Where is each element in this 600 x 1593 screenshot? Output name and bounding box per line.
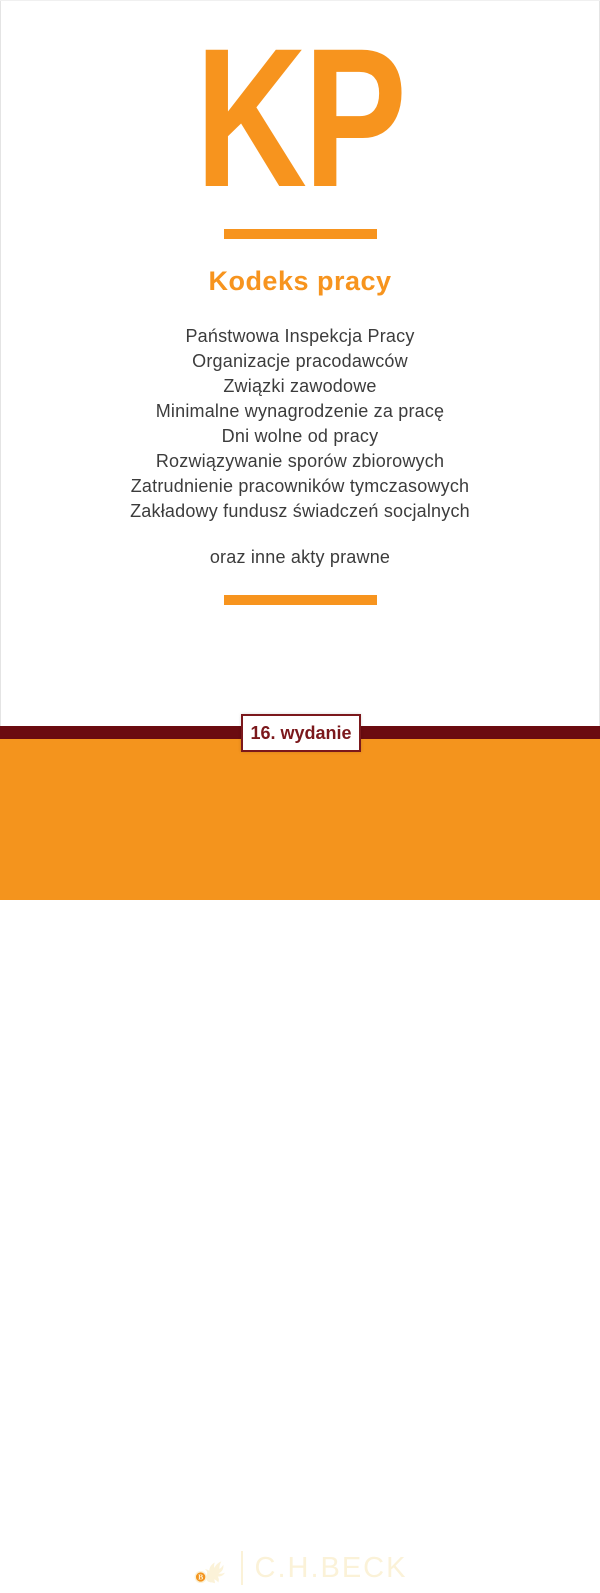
book-code-text: KP: [195, 7, 405, 228]
subject-line: Zakładowy fundusz świadczeń socjalnych: [130, 501, 470, 521]
cover-top-edge: [0, 0, 600, 1]
subject-line: Minimalne wynagrodzenie za pracę: [155, 401, 445, 421]
book-title: Kodeks pracy: [208, 266, 392, 296]
divider-bar-top: [224, 229, 377, 239]
griffin-icon: [193, 1549, 229, 1587]
more-acts-note: oraz inne akty prawne: [209, 547, 391, 567]
subject-line: Organizacje pracodawców: [192, 351, 408, 371]
book-code-wordmark: [0, 8, 600, 228]
logo-divider: [241, 1551, 243, 1585]
footer-panel: [0, 739, 600, 1584]
divider-bar-bottom: [224, 595, 377, 605]
subject-line: Dni wolne od pracy: [221, 426, 379, 446]
subject-list: [0, 324, 600, 524]
svg-text:B: B: [197, 1572, 203, 1582]
publisher-name: C.H.BECK: [254, 1551, 408, 1584]
subject-line: Zatrudnienie pracowników tymczasowych: [130, 476, 470, 496]
edition-badge: [241, 714, 361, 752]
cover-left-edge: [0, 0, 1, 726]
edition-badge-label: 16. wydanie: [250, 722, 352, 743]
publisher-logo: [0, 1543, 600, 1593]
subject-line: Związki zawodowe: [223, 376, 377, 396]
subject-line: Państwowa Inspekcja Pracy: [185, 326, 415, 346]
subject-line: Rozwiązywanie sporów zbiorowych: [155, 451, 445, 471]
